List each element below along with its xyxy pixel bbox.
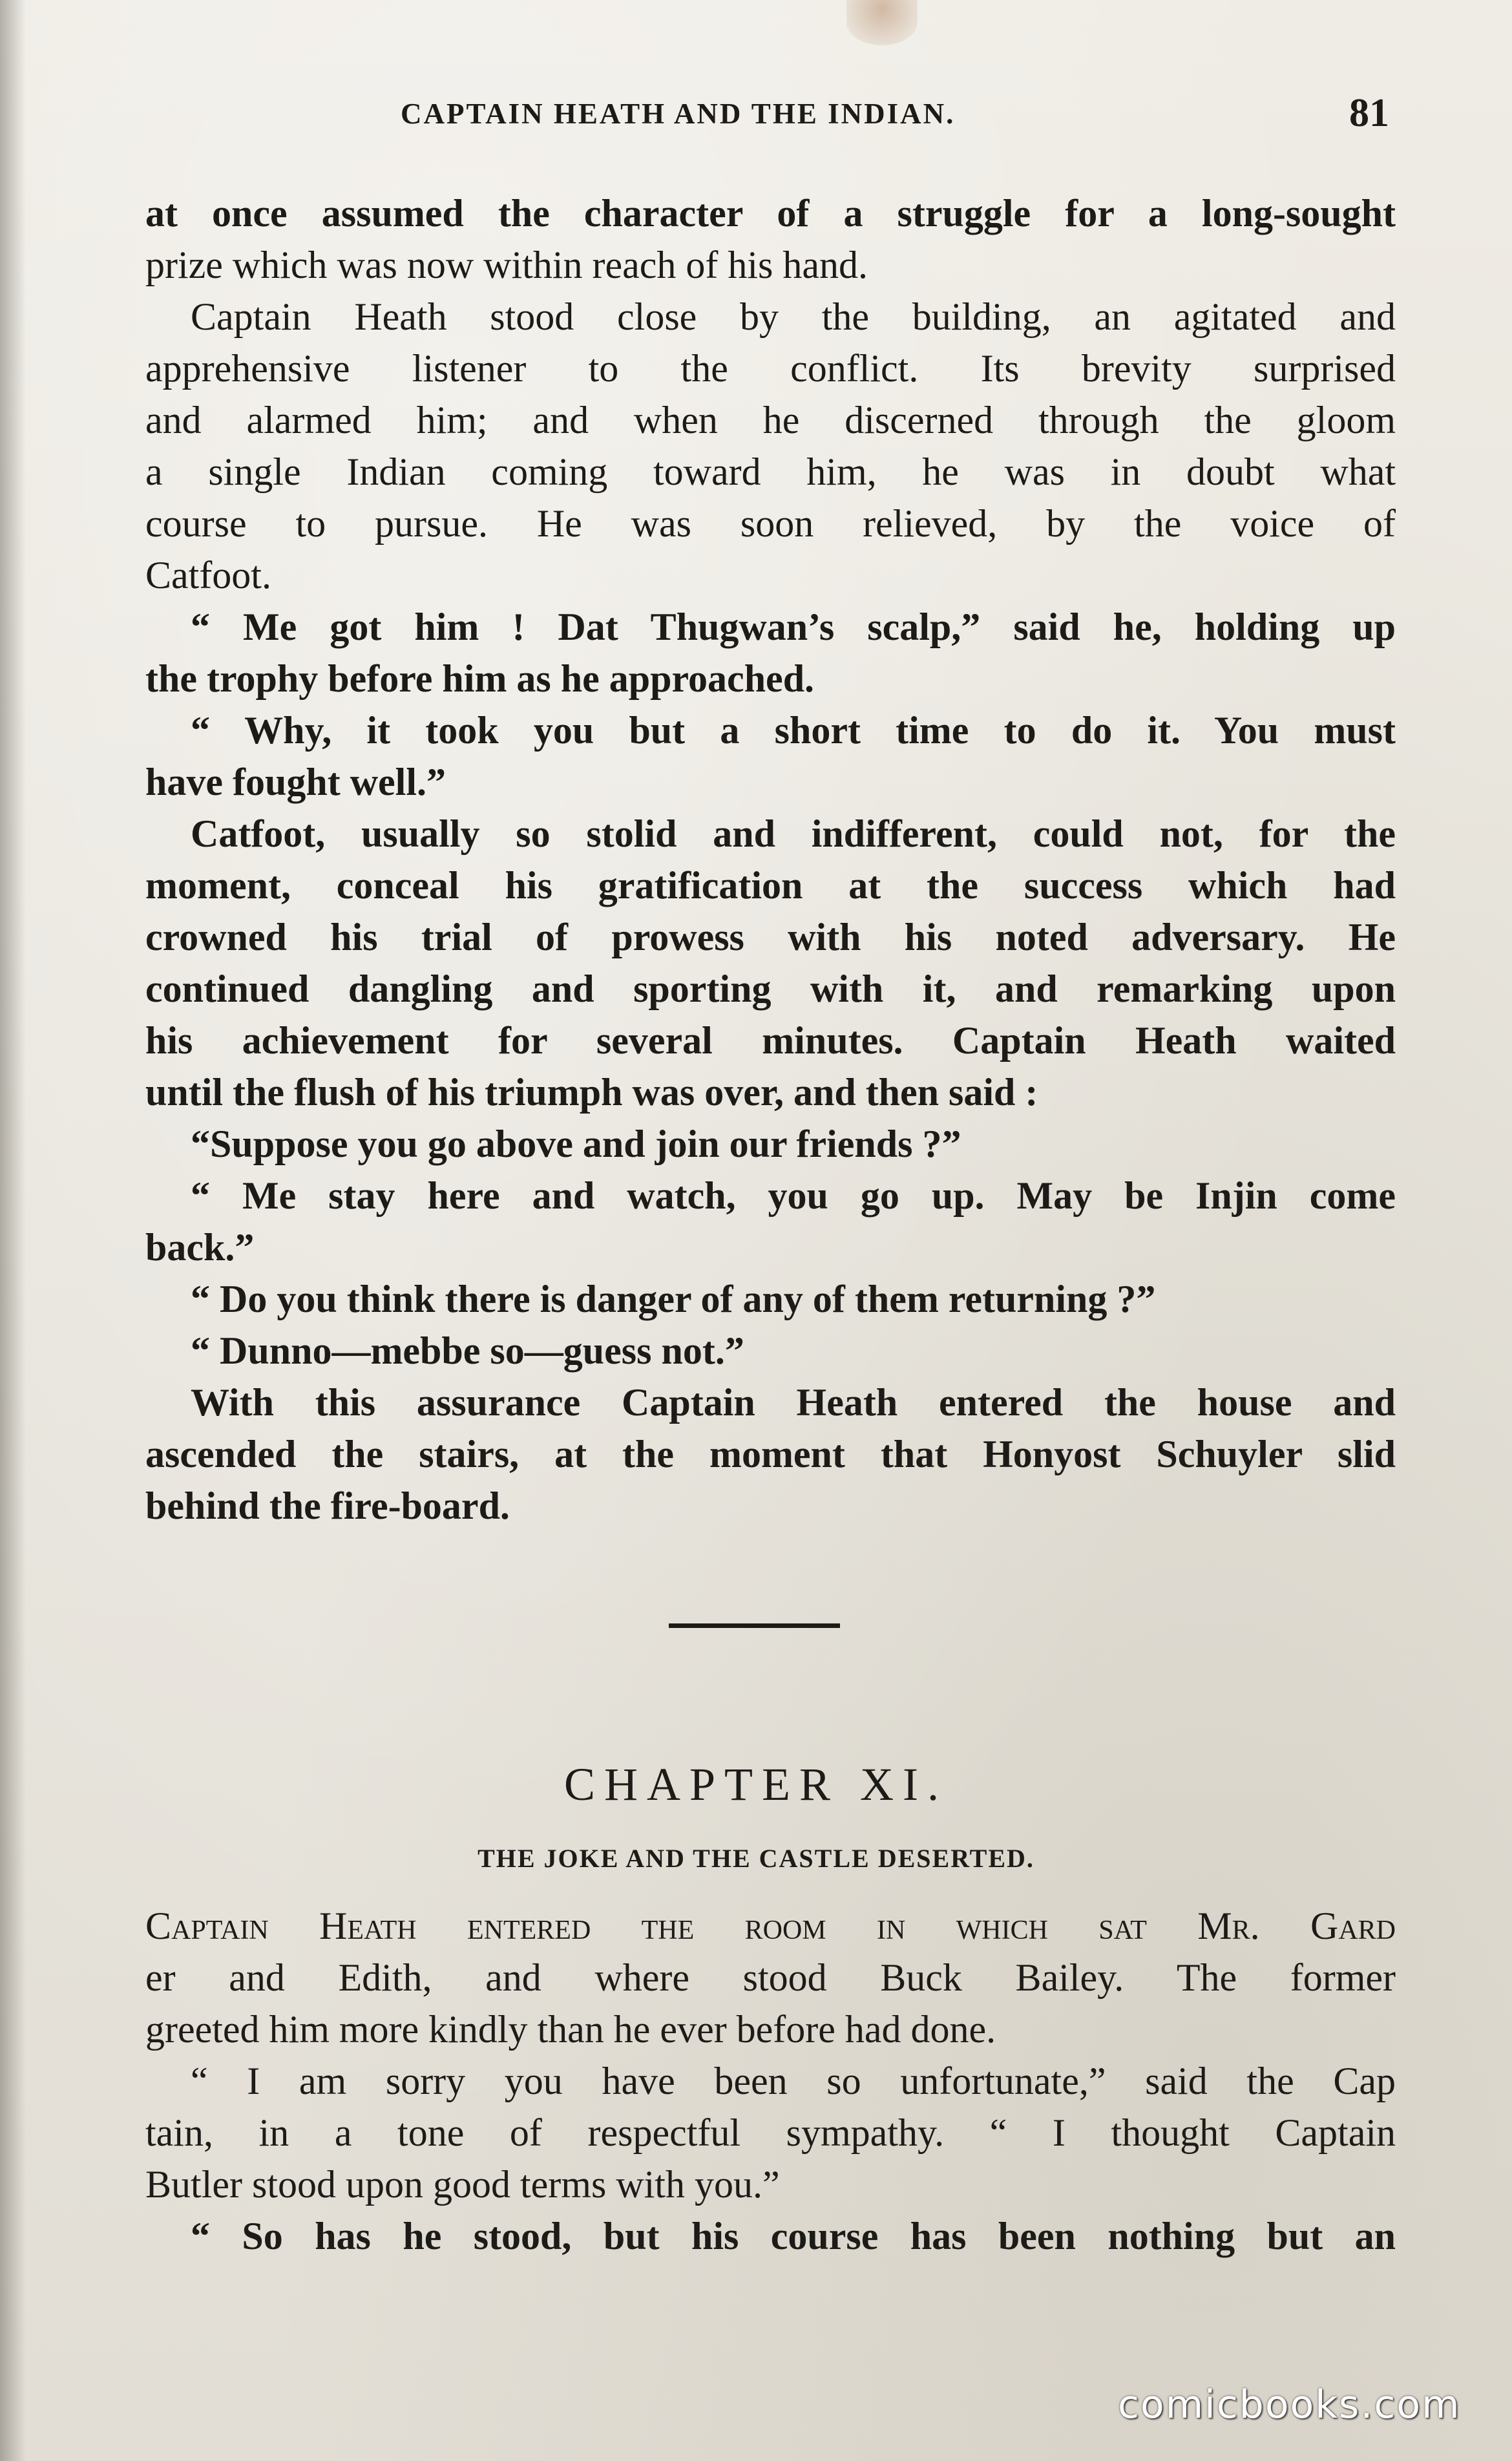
text-line: course to pursue. He was soon relieved, by the voice of: [145, 502, 1396, 545]
text-line: “ Me got him ! Dat Thugwan’s scalp,” said he, holding up: [191, 606, 1396, 648]
text-line: “ Do you think there is danger of any of them returning ?”: [191, 1278, 1156, 1320]
text-line: Catfoot.: [145, 554, 271, 597]
section-rule: [669, 1623, 840, 1628]
text-line: back.”: [145, 1226, 255, 1269]
paper-stain: [846, 0, 918, 45]
text-line: Catfoot, usually so stolid and indifferent, could not, for the: [191, 812, 1396, 855]
text-line: With this assurance Captain Heath entered the house and: [191, 1381, 1396, 1424]
text-line: “ Why, it took you but a short time to do it. You must: [191, 709, 1396, 752]
text-line: continued dangling and sporting with it, and remarking upon: [145, 967, 1396, 1010]
text-line: Butler stood upon good terms with you.”: [145, 2163, 780, 2206]
text-line: moment, conceal his gratification at the success which had: [145, 864, 1396, 907]
text-line: apprehensive listener to the conflict. Its brevity surprised: [145, 347, 1396, 390]
running-head: [0, 90, 1512, 142]
text-line: greeted him more kindly than he ever before had done.: [145, 2008, 996, 2051]
text-line: his achievement for several minutes. Captain Heath waited: [145, 1019, 1396, 1062]
text-line: until the flush of his triumph was over, and then said :: [145, 1071, 1038, 1114]
text-line: at once assumed the character of a struggle for a long-sought: [145, 192, 1396, 235]
page-gutter-shadow: [0, 0, 26, 2461]
text-line: er and Edith, and where stood Buck Bailey. The former: [145, 1956, 1396, 1999]
page-number: 81: [1349, 91, 1389, 135]
text-line: Captain Heath entered the room in which sat Mr. Gard: [145, 1905, 1396, 1947]
text-line: “ Dunno—mebbe so—guess not.”: [191, 1329, 744, 1372]
chapter-title: CHAPTER XI.: [563, 1759, 948, 1810]
text-line: “ Me stay here and watch, you go up. May be Injin come: [191, 1174, 1396, 1217]
text-line: “Suppose you go above and join our friends ?”: [191, 1123, 961, 1165]
text-line: “ I am sorry you have been so unfortunate,” said the Cap: [191, 2060, 1396, 2102]
text-line: behind the fire-board.: [145, 1484, 510, 1527]
text-line: have fought well.”: [145, 761, 446, 803]
running-head-title: CAPTAIN HEATH AND THE INDIAN.: [401, 98, 956, 130]
text-line: prize which was now within reach of his hand.: [145, 244, 868, 286]
chapter-subtitle: THE JOKE AND THE CASTLE DESERTED.: [478, 1844, 1034, 1873]
text-line: ascended the stairs, at the moment that Honyost Schuyler slid: [145, 1433, 1396, 1475]
text-line: the trophy before him as he approached.: [145, 657, 815, 700]
watermark: comicbooks.com: [1118, 2382, 1461, 2427]
text-line: and alarmed him; and when he discerned through the gloom: [145, 399, 1396, 441]
text-line: “ So has he stood, but his course has been nothing but an: [191, 2215, 1396, 2257]
text-line: tain, in a tone of respectful sympathy. “ I thought Captain: [145, 2111, 1396, 2154]
text-line: crowned his trial of prowess with his noted adversary. He: [145, 916, 1396, 958]
text-line: Captain Heath stood close by the building, an agitated and: [191, 295, 1396, 338]
text-line: a single Indian coming toward him, he was in doubt what: [145, 450, 1396, 493]
